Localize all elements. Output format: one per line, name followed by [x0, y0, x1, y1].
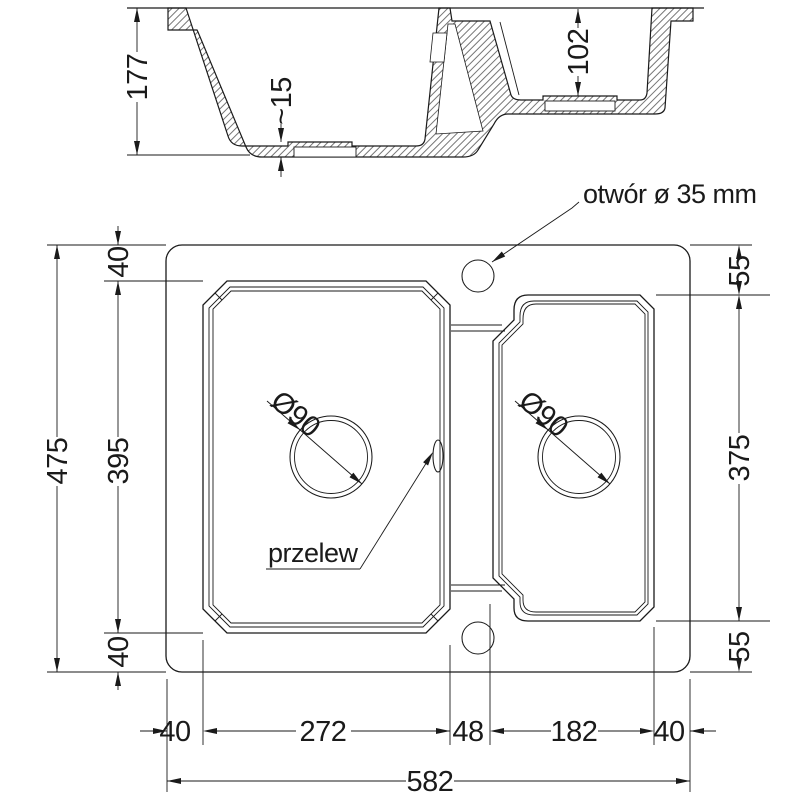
overflow-slot	[433, 440, 443, 472]
small-drain-dimension	[513, 385, 610, 484]
dimension-depth-small	[563, 9, 595, 96]
plan-view	[42, 179, 770, 798]
dim-small-bottom-margin-text: 55	[724, 631, 756, 663]
left-dimensions	[42, 226, 203, 690]
small-bowl	[493, 295, 654, 621]
main-bowl	[203, 281, 450, 633]
main-drain-diameter-text: Ø90	[264, 384, 326, 444]
dim-small-bowl-width-text: 182	[550, 716, 598, 748]
dim-left-margin-text: 40	[159, 716, 191, 748]
overflow-callout	[266, 452, 433, 569]
faucet-hole-label: otwór ø 35 mm	[583, 179, 757, 209]
right-dimensions	[656, 245, 770, 672]
dim-small-bowl-height-text: 375	[724, 434, 756, 482]
dim-overall-height-text: 475	[42, 437, 74, 485]
dim-bottom-margin-left-text: 40	[103, 636, 135, 668]
dim-right-margin-text: 40	[653, 716, 685, 748]
faucet-hole-bottom	[462, 622, 494, 654]
overflow-hole-gap	[430, 33, 447, 62]
main-drain-dimension	[265, 385, 362, 484]
dim-depth-main-text: 177	[122, 53, 154, 101]
dimension-bottom-recess	[266, 77, 298, 177]
section-material-hatch	[168, 8, 693, 157]
section-view	[122, 8, 704, 177]
faucet-hole-callout	[492, 179, 757, 262]
divider-ledge	[451, 325, 505, 591]
dim-divider-width-text: 48	[452, 716, 484, 748]
small-drain-recess	[545, 101, 615, 111]
dim-overall-width-text: 582	[406, 766, 454, 798]
dim-top-margin-left-text: 40	[103, 246, 135, 278]
dim-main-bowl-width-text: 272	[299, 716, 347, 748]
small-drain-diameter-text: Ø90	[512, 384, 574, 444]
main-drain-recess	[294, 147, 356, 157]
overflow-label: przelew	[268, 538, 358, 568]
faucet-hole-top	[462, 260, 494, 292]
dim-bottom-recess-text: ~15	[266, 77, 298, 125]
dim-main-bowl-height-text: 395	[103, 437, 135, 485]
dim-small-top-margin-text: 55	[724, 255, 756, 287]
dim-depth-small-text: 102	[563, 28, 595, 76]
